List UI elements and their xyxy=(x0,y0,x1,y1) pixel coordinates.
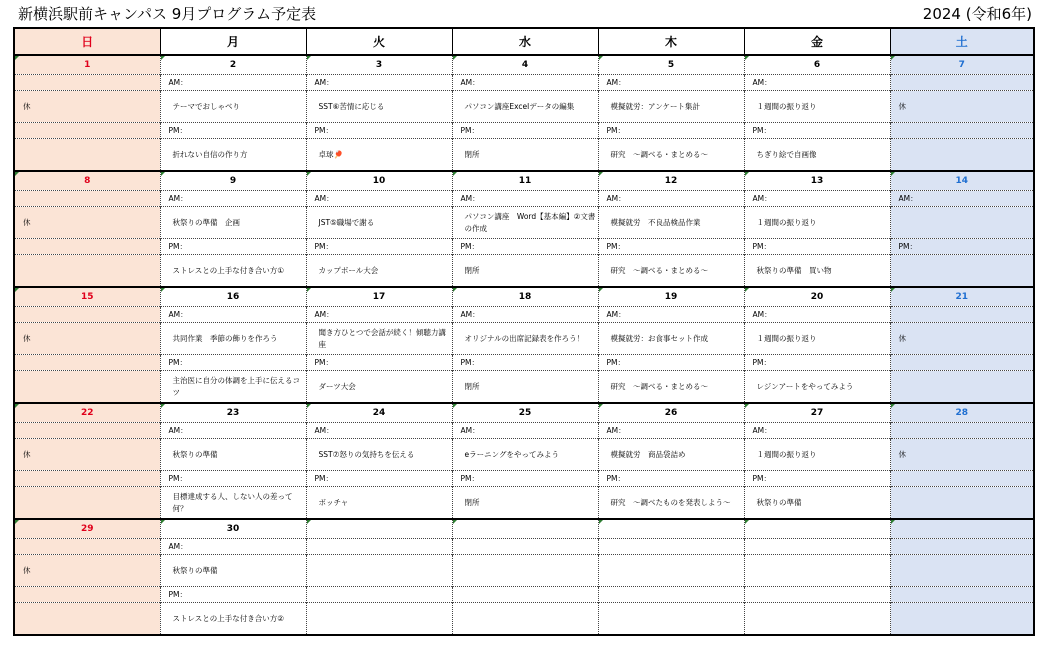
pm-activity-row xyxy=(14,487,1034,520)
am-activity: 休 xyxy=(14,555,160,587)
weekday-fri: 金 xyxy=(744,28,890,55)
am-activity xyxy=(598,555,744,587)
am-label: AM： xyxy=(598,75,744,91)
am-label: AM： xyxy=(744,307,890,323)
empty-cell xyxy=(14,123,160,139)
am-activity: 模擬就労：お食事セット作成 xyxy=(598,323,744,355)
pm-activity xyxy=(890,371,1034,404)
empty-cell xyxy=(744,587,890,603)
am-activity: テーマでおしゃべり xyxy=(160,91,306,123)
empty-cell xyxy=(14,191,160,207)
date-cell: 14 xyxy=(890,171,1034,191)
pm-activity xyxy=(14,139,160,172)
pm-label: PM： xyxy=(160,123,306,139)
pm-activity: 閉所 xyxy=(452,371,598,404)
am-label: AM： xyxy=(306,75,452,91)
pm-activity-row xyxy=(14,371,1034,404)
am-activity: 秋祭りの準備 企画 xyxy=(160,207,306,239)
date-row xyxy=(14,519,1034,539)
am-activity: 共同作業 季節の飾りを作ろう xyxy=(160,323,306,355)
pm-label-row xyxy=(14,239,1034,255)
pm-activity-row xyxy=(14,139,1034,172)
empty-cell xyxy=(744,539,890,555)
pm-activity: 研究 ～調べる・まとめる～ xyxy=(598,371,744,404)
am-activity: 秋祭りの準備 xyxy=(160,555,306,587)
pm-activity: 研究 ～調べる・まとめる～ xyxy=(598,255,744,288)
am-activity: 休 xyxy=(14,439,160,471)
pm-label: PM： xyxy=(744,123,890,139)
pm-label: PM： xyxy=(744,471,890,487)
date-cell: 1 xyxy=(14,55,160,75)
pm-activity: 秋祭りの準備 買い物 xyxy=(744,255,890,288)
pm-activity xyxy=(890,487,1034,520)
date-cell: 11 xyxy=(452,171,598,191)
pm-activity: 折れない自信の作り方 xyxy=(160,139,306,172)
am-label: AM： xyxy=(598,191,744,207)
am-label: AM： xyxy=(306,307,452,323)
am-label: AM： xyxy=(452,307,598,323)
am-activity: オリジナルの出席記録表を作ろう！ xyxy=(452,323,598,355)
pm-label: PM： xyxy=(452,471,598,487)
empty-cell xyxy=(14,239,160,255)
pm-activity-row xyxy=(14,255,1034,288)
pm-activity xyxy=(890,139,1034,172)
am-label-row xyxy=(14,423,1034,439)
empty-cell xyxy=(14,471,160,487)
am-label: AM： xyxy=(160,75,306,91)
date-cell: 15 xyxy=(14,287,160,307)
am-activity: パソコン講座 Word【基本編】②文書の作成 xyxy=(452,207,598,239)
pm-label: PM： xyxy=(452,239,598,255)
am-activity: 休 xyxy=(890,323,1034,355)
am-activity: 休 xyxy=(14,207,160,239)
am-label-row xyxy=(14,191,1034,207)
pm-label: PM： xyxy=(452,123,598,139)
pm-activity xyxy=(598,603,744,636)
date-row xyxy=(14,287,1034,307)
pm-activity: 閉所 xyxy=(452,255,598,288)
am-activity: 休 xyxy=(890,91,1034,123)
pm-label-row xyxy=(14,123,1034,139)
weekday-tue: 火 xyxy=(306,28,452,55)
pm-activity: ちぎり絵で自画像 xyxy=(744,139,890,172)
pm-label: PM： xyxy=(160,239,306,255)
am-activity xyxy=(890,555,1034,587)
empty-cell xyxy=(452,587,598,603)
date-cell: 29 xyxy=(14,519,160,539)
weekday-wed: 水 xyxy=(452,28,598,55)
am-label: AM： xyxy=(890,191,1034,207)
date-cell: 30 xyxy=(160,519,306,539)
date-cell: 16 xyxy=(160,287,306,307)
am-activity: 休 xyxy=(890,439,1034,471)
pm-label-row xyxy=(14,587,1034,603)
pm-activity: 研究 ～調べたものを発表しよう～ xyxy=(598,487,744,520)
empty-cell xyxy=(890,423,1034,439)
am-label: AM： xyxy=(744,191,890,207)
pm-label: PM： xyxy=(160,587,306,603)
date-cell: 27 xyxy=(744,403,890,423)
am-label: AM： xyxy=(744,75,890,91)
empty-cell xyxy=(14,355,160,371)
schedule-table xyxy=(13,27,1035,636)
am-activity-row xyxy=(14,439,1034,471)
empty-cell xyxy=(306,587,452,603)
pm-activity: 研究 ～調べる・まとめる～ xyxy=(598,139,744,172)
empty-cell xyxy=(14,423,160,439)
am-activity xyxy=(452,555,598,587)
weekday-sat: 土 xyxy=(890,28,1034,55)
pm-activity: 主治医に自分の体調を上手に伝えるコツ xyxy=(160,371,306,404)
weekday-mon: 月 xyxy=(160,28,306,55)
am-activity: 模擬就労：アンケート集計 xyxy=(598,91,744,123)
am-activity-row xyxy=(14,555,1034,587)
pm-activity: ダーツ大会 xyxy=(306,371,452,404)
date-cell: 3 xyxy=(306,55,452,75)
pm-activity: 閉所 xyxy=(452,487,598,520)
date-cell: 26 xyxy=(598,403,744,423)
am-activity-row xyxy=(14,91,1034,123)
pm-label: PM： xyxy=(598,355,744,371)
am-activity: 休 xyxy=(14,91,160,123)
am-label-row xyxy=(14,539,1034,555)
pm-activity: 目標達成する人、しない人の差って何？ xyxy=(160,487,306,520)
am-activity: パソコン講座Excelデータの編集 xyxy=(452,91,598,123)
empty-cell xyxy=(306,539,452,555)
date-cell: 23 xyxy=(160,403,306,423)
pm-activity: ストレスとの上手な付き合い方① xyxy=(160,255,306,288)
pm-label: PM： xyxy=(598,239,744,255)
date-cell: 2 xyxy=(160,55,306,75)
date-row xyxy=(14,171,1034,191)
pm-activity xyxy=(14,371,160,404)
pm-label: PM： xyxy=(160,471,306,487)
pm-label: PM： xyxy=(598,471,744,487)
am-activity: 模擬就労 商品袋詰め xyxy=(598,439,744,471)
date-cell: 9 xyxy=(160,171,306,191)
pm-activity xyxy=(452,603,598,636)
am-label: AM： xyxy=(452,191,598,207)
empty-cell xyxy=(598,587,744,603)
am-activity: eラーニングをやってみよう xyxy=(452,439,598,471)
am-label: AM： xyxy=(306,423,452,439)
empty-cell xyxy=(14,587,160,603)
date-cell: 17 xyxy=(306,287,452,307)
am-label-row xyxy=(14,307,1034,323)
date-cell: 8 xyxy=(14,171,160,191)
am-activity: JST⑤職場で謝る xyxy=(306,207,452,239)
pm-activity: 秋祭りの準備 xyxy=(744,487,890,520)
empty-cell xyxy=(890,75,1034,91)
am-label: AM： xyxy=(452,75,598,91)
date-cell: 24 xyxy=(306,403,452,423)
date-cell: 13 xyxy=(744,171,890,191)
empty-cell xyxy=(890,539,1034,555)
empty-cell xyxy=(14,539,160,555)
pm-label: PM： xyxy=(306,239,452,255)
pm-activity xyxy=(14,255,160,288)
empty-cell xyxy=(890,587,1034,603)
am-activity: １週間の振り返り xyxy=(744,91,890,123)
date-row xyxy=(14,403,1034,423)
pm-activity: 卓球🏓 xyxy=(306,139,452,172)
date-cell: 22 xyxy=(14,403,160,423)
am-activity xyxy=(890,207,1034,239)
empty-cell xyxy=(890,307,1034,323)
am-label: AM： xyxy=(160,191,306,207)
date-cell: 21 xyxy=(890,287,1034,307)
am-activity-row xyxy=(14,207,1034,239)
pm-label: PM： xyxy=(744,239,890,255)
am-label: AM： xyxy=(160,307,306,323)
date-cell: 7 xyxy=(890,55,1034,75)
date-cell: 10 xyxy=(306,171,452,191)
am-activity: SST⑦怒りの気持ちを伝える xyxy=(306,439,452,471)
am-label: AM： xyxy=(306,191,452,207)
am-label: AM： xyxy=(598,423,744,439)
am-activity: 聞き方ひとつで会話が続く！傾聴力講座 xyxy=(306,323,452,355)
am-activity: 休 xyxy=(14,323,160,355)
weekday-header-row xyxy=(14,28,1034,55)
pm-activity xyxy=(890,603,1034,636)
empty-cell xyxy=(14,307,160,323)
empty-cell xyxy=(598,539,744,555)
year-label: 2024 (令和6年) xyxy=(922,5,1032,23)
empty-cell xyxy=(890,123,1034,139)
pm-activity-row xyxy=(14,603,1034,636)
am-activity: １週間の振り返り xyxy=(744,207,890,239)
am-label: AM： xyxy=(598,307,744,323)
date-cell: 25 xyxy=(452,403,598,423)
pm-activity xyxy=(744,603,890,636)
weekday-sun: 日 xyxy=(14,28,160,55)
am-label: AM： xyxy=(160,423,306,439)
empty-cell xyxy=(890,355,1034,371)
date-cell: 6 xyxy=(744,55,890,75)
pm-activity: ボッチャ xyxy=(306,487,452,520)
weekday-thu: 木 xyxy=(598,28,744,55)
date-cell: 28 xyxy=(890,403,1034,423)
pm-label: PM： xyxy=(452,355,598,371)
am-label-row xyxy=(14,75,1034,91)
date-cell: 19 xyxy=(598,287,744,307)
am-activity xyxy=(744,555,890,587)
date-cell: 12 xyxy=(598,171,744,191)
pm-label: PM： xyxy=(306,355,452,371)
date-cell: 18 xyxy=(452,287,598,307)
empty-cell xyxy=(890,471,1034,487)
pm-activity: カップボール大会 xyxy=(306,255,452,288)
am-activity: １週間の振り返り xyxy=(744,323,890,355)
date-cell xyxy=(452,519,598,539)
am-activity: 秋祭りの準備 xyxy=(160,439,306,471)
date-cell: 20 xyxy=(744,287,890,307)
empty-cell xyxy=(452,539,598,555)
am-activity: １週間の振り返り xyxy=(744,439,890,471)
pm-label: PM： xyxy=(890,239,1034,255)
pm-activity xyxy=(890,255,1034,288)
pm-activity: 閉所 xyxy=(452,139,598,172)
pm-label-row xyxy=(14,355,1034,371)
am-label: AM： xyxy=(452,423,598,439)
am-label: AM： xyxy=(160,539,306,555)
date-cell xyxy=(890,519,1034,539)
date-cell xyxy=(598,519,744,539)
pm-label: PM： xyxy=(598,123,744,139)
page-title: 新横浜駅前キャンパス 9月プログラム予定表 xyxy=(18,5,317,23)
pm-label: PM： xyxy=(306,471,452,487)
pm-label: PM： xyxy=(160,355,306,371)
date-cell: 4 xyxy=(452,55,598,75)
am-activity-row xyxy=(14,323,1034,355)
pm-label: PM： xyxy=(744,355,890,371)
am-activity xyxy=(306,555,452,587)
pm-activity xyxy=(14,487,160,520)
pm-activity xyxy=(14,603,160,636)
pm-activity: レジンアートをやってみよう xyxy=(744,371,890,404)
date-cell: 5 xyxy=(598,55,744,75)
pm-activity: ストレスとの上手な付き合い方② xyxy=(160,603,306,636)
am-activity: 模擬就労 不良品検品作業 xyxy=(598,207,744,239)
pm-label: PM： xyxy=(306,123,452,139)
pm-activity xyxy=(306,603,452,636)
am-label: AM： xyxy=(744,423,890,439)
empty-cell xyxy=(14,75,160,91)
am-activity: SST⑥苦情に応じる xyxy=(306,91,452,123)
date-cell xyxy=(744,519,890,539)
date-row xyxy=(14,55,1034,75)
pm-label-row xyxy=(14,471,1034,487)
date-cell xyxy=(306,519,452,539)
